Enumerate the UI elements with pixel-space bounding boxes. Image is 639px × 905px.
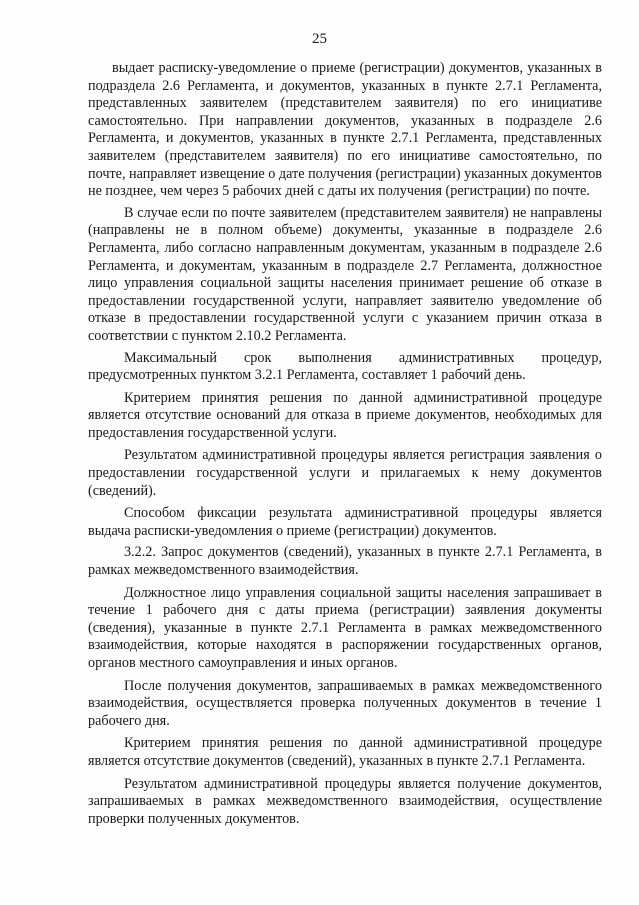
paragraph: Результатом административной процедуры является получение документов, запрашиваемых в рамках межведомственного взаимодействия, осуществление проверки полученных документов. — [88, 775, 602, 827]
paragraph: В случае если по почте заявителем (представителем заявителя) не направлены (направлены не в полном объеме) документы, указанные в подразделе 2.6 Регламента, либо согласно направленным документам, указанным в подразделе 2.6 Регламента, и документам, указанным в подразделе 2.7 Регламента, должностное лицо управления социальной защиты населения принимает решение об отказе в предоставлении государственной услуги, направляет заявителю уведомление об отказе в предоставлении государственной услуги с указанием причин отказа в соответствии с пунктом 2.10.2 Регламента. — [88, 204, 602, 344]
paragraph: Способом фиксации результата административной процедуры является выдача расписки-уведомления о приеме (регистрации) документов. — [88, 505, 602, 539]
body-text — [88, 60, 602, 832]
paragraph: Результатом административной процедуры является регистрация заявления о предоставлении государственной услуги и прилагаемых к нему документов (сведений). — [88, 447, 602, 499]
paragraph: После получения документов, запрашиваемых в рамках межведомственного взаимодействия, осуществляется проверка полученных документов в течение 1 рабочего дня. — [88, 677, 602, 729]
paragraph: Максимальный срок выполнения административных процедур, предусмотренных пунктом 3.2.1 Регламента, составляет 1 рабочий день. — [88, 349, 602, 384]
paragraph: Должностное лицо управления социальной защиты населения запрашивает в течение 1 рабочего дня с даты приема (регистрации) заявления документы (сведения), указанные в пункте 2.7.1 Регламента в рамках межведомственного взаимодействия, которые находятся в распоряжении государственных органов, органов местного самоуправления и иных органов. — [88, 584, 602, 671]
section-heading: 3.2.2. Запрос документов (сведений), указанных в пункте 2.7.1 Регламента, в рамках межведомственного взаимодействия. — [88, 544, 602, 579]
page-number: 25 — [312, 31, 327, 47]
paragraph: Критерием принятия решения по данной административной процедуре является отсутствие документов (сведений), указанных в пункте 2.7.1 Регламента. — [88, 735, 602, 769]
paragraph: Критерием принятия решения по данной административной процедуре является отсутствие оснований для отказа в приеме документов, необходимых для предоставления государственной услуги. — [88, 389, 602, 441]
paragraph: выдает расписку-уведомление о приеме (регистрации) документов, указанных в подраздела 2.6 Регламента, и документов, указанных в пункте 2.7.1 Регламента, представленных заявителем (представителем заявителя) по его инициативе самостоятельно. При направлении документов, указанных в подразделе 2.6 Регламента, и документов, указанных в пункте 2.7.1 Регламента, представленных заявителем (представителем заявителя) по его инициативе самостоятельно, по почте, направляет извещение о дате получения (регистрации) указанных документов не позднее, чем через 5 рабочих дней с даты их получения (регистрации) по почте. — [88, 60, 602, 200]
